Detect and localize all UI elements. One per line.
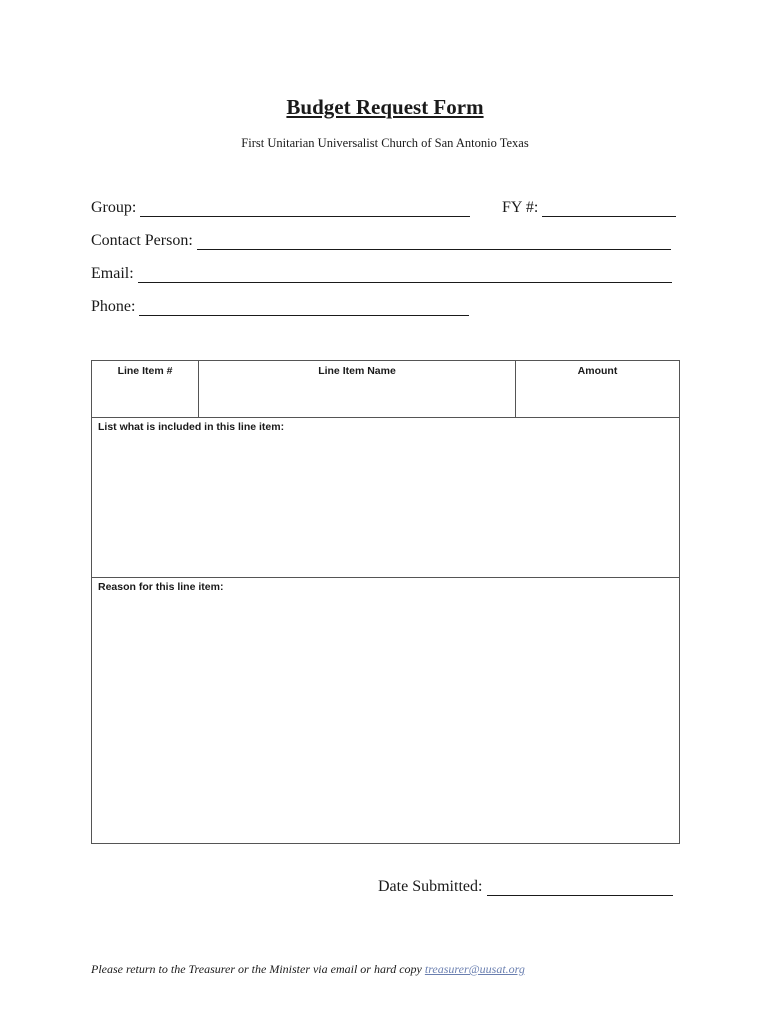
group-input-line[interactable] xyxy=(140,200,470,217)
included-items-label: List what is included in this line item: xyxy=(98,421,285,433)
reason-label: Reason for this line item: xyxy=(98,581,224,593)
phone-label: Phone: xyxy=(91,298,136,315)
footer-note xyxy=(91,962,525,977)
date-submitted-label: Date Submitted: xyxy=(378,878,483,895)
budget-table xyxy=(91,360,680,844)
contact-input-line[interactable] xyxy=(197,233,671,250)
treasurer-email-link[interactable]: treasurer@uusat.org xyxy=(424,962,525,976)
included-items-area[interactable] xyxy=(92,417,679,578)
amount-cell[interactable] xyxy=(516,361,679,417)
date-submitted-input-line[interactable] xyxy=(487,879,673,896)
group-label: Group: xyxy=(91,199,137,216)
fy-field xyxy=(502,199,676,217)
date-submitted-field xyxy=(378,878,673,896)
contact-label: Contact Person: xyxy=(91,232,193,249)
amount-header: Amount xyxy=(577,365,618,377)
line-item-number-cell[interactable] xyxy=(92,361,199,417)
footer-text: Please return to the Treasurer or the Minister via email or hard copy xyxy=(91,962,425,976)
phone-input-line[interactable] xyxy=(139,299,469,316)
line-item-number-header: Line Item # xyxy=(117,365,173,377)
reason-area[interactable] xyxy=(92,577,679,843)
fy-label: FY #: xyxy=(502,199,539,216)
email-field xyxy=(91,265,672,283)
form-title: Budget Request Form xyxy=(286,95,484,119)
form-subtitle: First Unitarian Universalist Church of San Antonio Texas xyxy=(241,136,529,150)
email-label: Email: xyxy=(91,265,134,282)
line-item-name-cell[interactable] xyxy=(199,361,516,417)
line-item-name-header: Line Item Name xyxy=(318,365,396,377)
phone-field xyxy=(91,298,469,316)
group-field xyxy=(91,199,470,217)
table-header-row xyxy=(92,361,679,418)
email-input-line[interactable] xyxy=(138,266,672,283)
fy-input-line[interactable] xyxy=(542,200,676,217)
contact-field xyxy=(91,232,671,250)
